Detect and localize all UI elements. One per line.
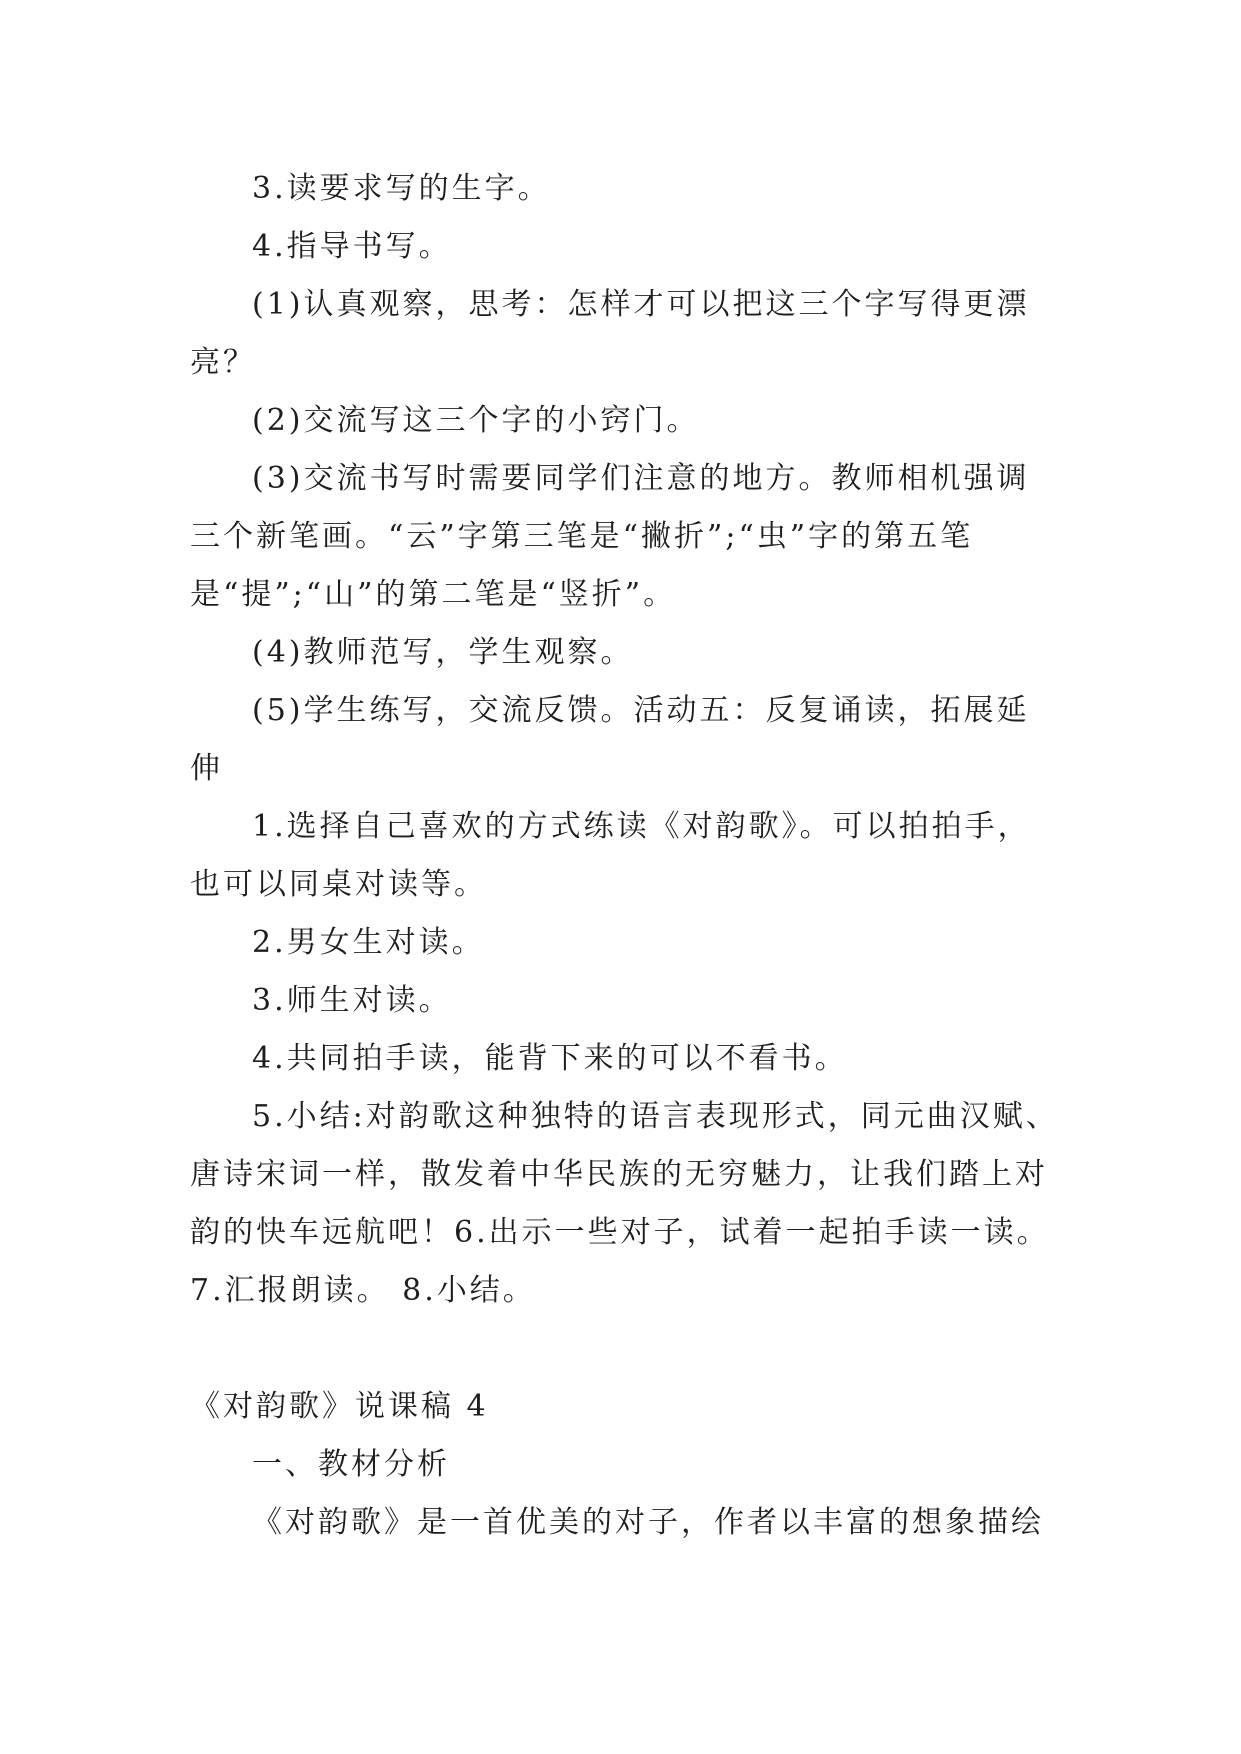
paragraph-step-1: (1)认真观察，思考：怎样才可以把这三个字写得更漂亮？	[190, 287, 1030, 380]
paragraph-activity-1: 1.选择自己喜欢的方式练读《对韵歌》。可以拍拍手，也可以同桌对读等。	[190, 809, 1031, 902]
paragraph-material-analysis-heading: 一、教材分析	[252, 1447, 450, 1482]
paragraph-step-4: (4)教师范写，学生观察。	[252, 635, 634, 670]
paragraph-activity-3: 3.师生对读。	[252, 983, 452, 1018]
paragraph-read-characters: 3.读要求写的生字。	[252, 171, 551, 206]
section-spacer	[190, 1320, 1060, 1378]
paragraph-step-3: (3)交流书写时需要同学们注意的地方。教师相机强调三个新笔画。“云”字第三笔是“撇折”;“虫”字的第五笔是“提”;“山”的第二笔是“竖折”。	[190, 461, 1030, 612]
paragraph-activity-4: 4.共同拍手读，能背下来的可以不看书。	[252, 1041, 848, 1076]
document-body	[190, 160, 1060, 1552]
paragraph-writing-guidance: 4.指导书写。	[252, 229, 452, 264]
paragraph-activity-2: 2.男女生对读。	[252, 925, 485, 960]
paragraph-summary: 5.小结:对韵歌这种独特的语言表现形式，同元曲汉赋、唐诗宋词一样，散发着中华民族的无穷魅力，让我们踏上对韵的快车远航吧！6.出示一些对子，试着一起拍手读一读。7.汇报朗读。 8.小结。	[190, 1099, 1059, 1308]
section-title: 《对韵歌》说课稿 4	[190, 1389, 489, 1424]
paragraph-step-2: (2)交流写这三个字的小窍门。	[252, 403, 700, 438]
paragraph-material-analysis: 《对韵歌》是一首优美的对子，作者以丰富的想象描绘	[252, 1505, 1044, 1540]
paragraph-step-5: (5)学生练写，交流反馈。活动五：反复诵读，拓展延伸	[190, 693, 1030, 786]
